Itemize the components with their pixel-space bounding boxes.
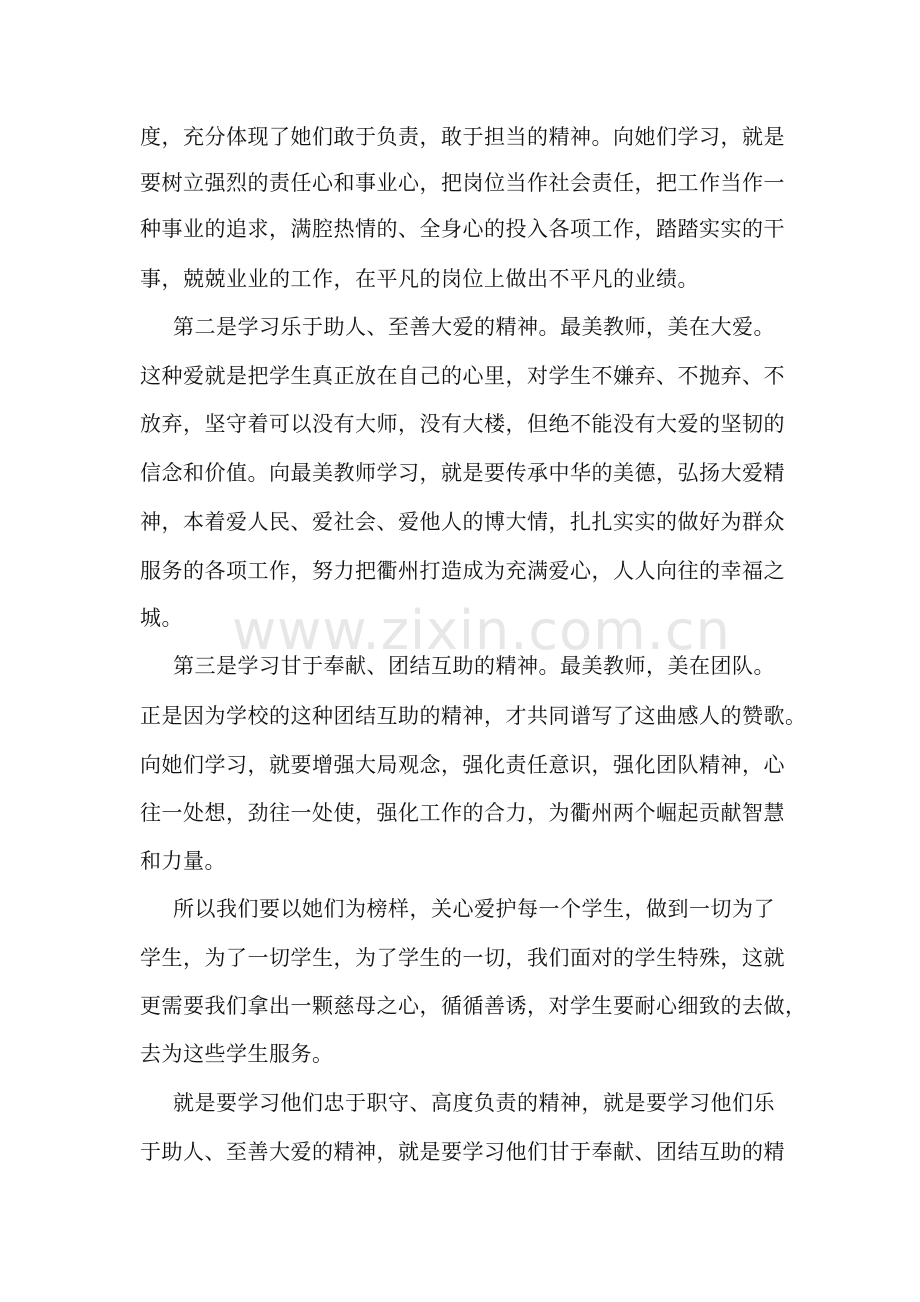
text-line: 和力量。 (140, 849, 226, 873)
text-line: 就是要学习他们忠于职守、高度负责的精神，就是要学习他们乐 (173, 1091, 775, 1115)
text-line: 城。 (140, 606, 183, 630)
text-line: 事，兢兢业业的工作，在平凡的岗位上做出不平凡的业绩。 (140, 267, 699, 291)
text-line: 要树立强烈的责任心和事业心，把岗位当作社会责任，把工作当作一 (140, 171, 785, 195)
text-line: 向她们学习，就要增强大局观念，强化责任意识，强化团队精神，心 (140, 753, 785, 777)
text-line: 度，充分体现了她们敢于负责，敢于担当的精神。向她们学习，就是 (140, 125, 785, 149)
text-line: 于助人、至善大爱的精神，就是要学习他们甘于奉献、团结互助的精 (140, 1140, 785, 1164)
text-line: 更需要我们拿出一颗慈母之心，循循善诱，对学生要耐心细致的去做， (140, 994, 807, 1018)
text-line: 第三是学习甘于奉献、团结互助的精神。最美教师，美在团队。 (173, 654, 775, 678)
text-line: 正是因为学校的这种团结互助的精神，才共同谱写了这曲感人的赞歌。 (140, 704, 807, 728)
text-line: 神，本着爱人民、爱社会、爱他人的博大情，扎扎实实的做好为群众 (140, 510, 785, 534)
text-line: 去为这些学生服务。 (140, 1042, 334, 1066)
text-line: 第二是学习乐于助人、至善大爱的精神。最美教师，美在大爱。 (173, 315, 775, 339)
text-line: 信念和价值。向最美教师学习，就是要传承中华的美德，弘扬大爱精 (140, 461, 785, 485)
text-line: 往一处想，劲往一处使，强化工作的合力，为衢州两个崛起贡献智慧 (140, 801, 785, 825)
text-line: 学生，为了一切学生，为了学生的一切，我们面对的学生特殊，这就 (140, 946, 785, 970)
text-line: 所以我们要以她们为榜样，关心爱护每一个学生，做到一切为了 (173, 897, 775, 921)
watermark: www.zixin.com.cn (232, 599, 731, 662)
text-line: 放弃，坚守着可以没有大师，没有大楼，但绝不能没有大爱的坚韧的 (140, 412, 785, 436)
text-line: 种事业的追求，满腔热情的、全身心的投入各项工作，踏踏实实的干 (140, 217, 785, 241)
text-line: 服务的各项工作，努力把衢州打造成为充满爱心，人人向往的幸福之 (140, 559, 785, 583)
text-line: 这种爱就是把学生真正放在自己的心里，对学生不嫌弃、不抛弃、不 (140, 364, 785, 388)
